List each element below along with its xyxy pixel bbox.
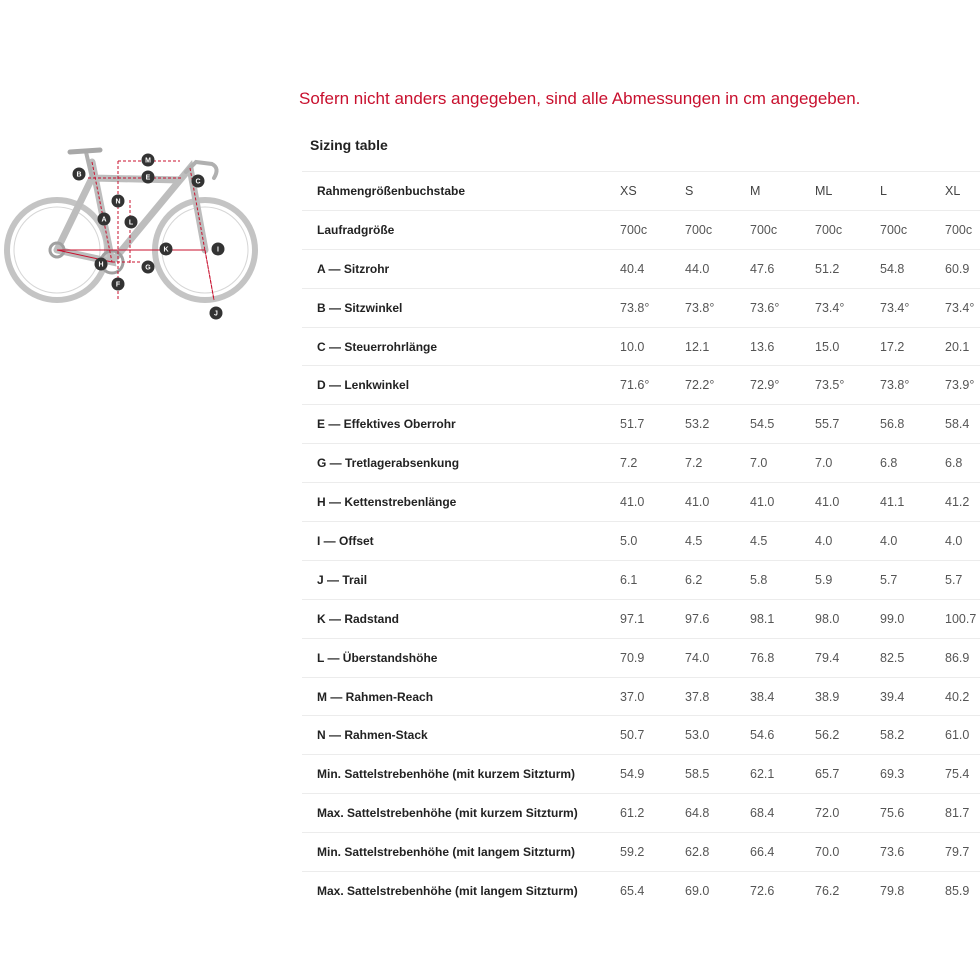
header-size: S bbox=[685, 172, 750, 211]
sizing-table bbox=[302, 171, 980, 910]
cell-value: 79.4 bbox=[815, 638, 880, 677]
cell-value: 40.2 bbox=[945, 677, 980, 716]
cell-value: 85.9 bbox=[945, 872, 980, 910]
cell-value: 7.2 bbox=[620, 444, 685, 483]
table-row bbox=[302, 444, 980, 483]
svg-text:J: J bbox=[214, 310, 218, 318]
marker-n-icon bbox=[112, 195, 125, 208]
cell-value: 7.2 bbox=[685, 444, 750, 483]
header-size: L bbox=[880, 172, 945, 211]
table-row bbox=[302, 638, 980, 677]
cell-value: 4.5 bbox=[750, 522, 815, 561]
cell-value: 66.4 bbox=[750, 833, 815, 872]
cell-value: 5.9 bbox=[815, 560, 880, 599]
cell-value: 100.7 bbox=[945, 599, 980, 638]
row-label: M — Rahmen-Reach bbox=[302, 677, 620, 716]
svg-text:B: B bbox=[76, 171, 82, 179]
marker-m-icon bbox=[142, 154, 155, 167]
cell-value: 54.9 bbox=[620, 755, 685, 794]
cell-value: 73.4° bbox=[815, 288, 880, 327]
cell-value: 700c bbox=[620, 210, 685, 249]
cell-value: 17.2 bbox=[880, 327, 945, 366]
marker-f-icon bbox=[112, 278, 125, 291]
marker-c-icon bbox=[192, 175, 205, 188]
row-label: D — Lenkwinkel bbox=[302, 366, 620, 405]
cell-value: 73.9° bbox=[945, 366, 980, 405]
cell-value: 41.0 bbox=[620, 483, 685, 522]
units-note: Sofern nicht anders angegeben, sind alle Abmessungen in cm angegeben. bbox=[299, 89, 861, 108]
svg-text:E: E bbox=[145, 174, 151, 182]
row-label: Min. Sattelstrebenhöhe (mit kurzem Sitzturm) bbox=[302, 755, 620, 794]
cell-value: 700c bbox=[815, 210, 880, 249]
cell-value: 73.5° bbox=[815, 366, 880, 405]
cell-value: 6.8 bbox=[880, 444, 945, 483]
table-row bbox=[302, 677, 980, 716]
table-row bbox=[302, 327, 980, 366]
svg-text:G: G bbox=[145, 264, 151, 272]
table-row bbox=[302, 833, 980, 872]
marker-e-icon bbox=[142, 171, 155, 184]
cell-value: 79.8 bbox=[880, 872, 945, 910]
cell-value: 38.4 bbox=[750, 677, 815, 716]
cell-value: 40.4 bbox=[620, 249, 685, 288]
cell-value: 62.1 bbox=[750, 755, 815, 794]
table-row bbox=[302, 483, 980, 522]
cell-value: 41.0 bbox=[750, 483, 815, 522]
marker-b-icon bbox=[73, 168, 86, 181]
svg-text:A: A bbox=[101, 216, 107, 224]
svg-text:C: C bbox=[195, 178, 201, 186]
row-label: N — Rahmen-Stack bbox=[302, 716, 620, 755]
svg-text:F: F bbox=[115, 281, 121, 289]
cell-value: 41.0 bbox=[685, 483, 750, 522]
cell-value: 73.8° bbox=[620, 288, 685, 327]
cell-value: 5.0 bbox=[620, 522, 685, 561]
table-row bbox=[302, 288, 980, 327]
table-row bbox=[302, 716, 980, 755]
row-label: E — Effektives Oberrohr bbox=[302, 405, 620, 444]
table-row bbox=[302, 249, 980, 288]
header-size: XS bbox=[620, 172, 685, 211]
cell-value: 79.7 bbox=[945, 833, 980, 872]
cell-value: 76.8 bbox=[750, 638, 815, 677]
cell-value: 56.2 bbox=[815, 716, 880, 755]
cell-value: 69.0 bbox=[685, 872, 750, 910]
cell-value: 41.0 bbox=[815, 483, 880, 522]
cell-value: 5.8 bbox=[750, 560, 815, 599]
table-row bbox=[302, 366, 980, 405]
cell-value: 41.1 bbox=[880, 483, 945, 522]
cell-value: 73.6 bbox=[880, 833, 945, 872]
cell-value: 59.2 bbox=[620, 833, 685, 872]
cell-value: 81.7 bbox=[945, 794, 980, 833]
header-size: XL bbox=[945, 172, 980, 211]
cell-value: 65.7 bbox=[815, 755, 880, 794]
saddle bbox=[70, 150, 100, 152]
cell-value: 4.0 bbox=[815, 522, 880, 561]
row-label: L — Überstandshöhe bbox=[302, 638, 620, 677]
marker-g-icon bbox=[142, 261, 155, 274]
row-label: K — Radstand bbox=[302, 599, 620, 638]
row-label: G — Tretlagerabsenkung bbox=[302, 444, 620, 483]
cell-value: 65.4 bbox=[620, 872, 685, 910]
cell-value: 73.6° bbox=[750, 288, 815, 327]
table-row bbox=[302, 755, 980, 794]
row-label: B — Sitzwinkel bbox=[302, 288, 620, 327]
header-label: Rahmengrößenbuchstabe bbox=[302, 172, 620, 211]
table-row bbox=[302, 210, 980, 249]
row-label: H — Kettenstrebenlänge bbox=[302, 483, 620, 522]
cell-value: 53.0 bbox=[685, 716, 750, 755]
cell-value: 39.4 bbox=[880, 677, 945, 716]
cell-value: 73.4° bbox=[945, 288, 980, 327]
cell-value: 97.6 bbox=[685, 599, 750, 638]
svg-text:M: M bbox=[145, 157, 151, 165]
cell-value: 73.4° bbox=[880, 288, 945, 327]
cell-value: 51.2 bbox=[815, 249, 880, 288]
cell-value: 44.0 bbox=[685, 249, 750, 288]
row-label: Laufradgröße bbox=[302, 210, 620, 249]
cell-value: 62.8 bbox=[685, 833, 750, 872]
cell-value: 55.7 bbox=[815, 405, 880, 444]
marker-j-icon bbox=[210, 307, 223, 320]
cell-value: 70.0 bbox=[815, 833, 880, 872]
cell-value: 37.8 bbox=[685, 677, 750, 716]
cell-value: 70.9 bbox=[620, 638, 685, 677]
table-row bbox=[302, 872, 980, 910]
marker-h-icon bbox=[95, 258, 108, 271]
marker-l-icon bbox=[125, 216, 138, 229]
cell-value: 37.0 bbox=[620, 677, 685, 716]
cell-value: 12.1 bbox=[685, 327, 750, 366]
row-label: A — Sitzrohr bbox=[302, 249, 620, 288]
cell-value: 82.5 bbox=[880, 638, 945, 677]
cell-value: 72.2° bbox=[685, 366, 750, 405]
cell-value: 54.6 bbox=[750, 716, 815, 755]
cell-value: 700c bbox=[685, 210, 750, 249]
cell-value: 60.9 bbox=[945, 249, 980, 288]
cell-value: 72.9° bbox=[750, 366, 815, 405]
cell-value: 74.0 bbox=[685, 638, 750, 677]
cell-value: 4.0 bbox=[945, 522, 980, 561]
cell-value: 68.4 bbox=[750, 794, 815, 833]
row-label: Max. Sattelstrebenhöhe (mit langem Sitzturm) bbox=[302, 872, 620, 910]
table-header-row bbox=[302, 172, 980, 211]
table-row bbox=[302, 405, 980, 444]
cell-value: 700c bbox=[750, 210, 815, 249]
svg-text:N: N bbox=[115, 198, 121, 206]
cell-value: 61.2 bbox=[620, 794, 685, 833]
cell-value: 76.2 bbox=[815, 872, 880, 910]
svg-text:L: L bbox=[128, 219, 134, 227]
cell-value: 64.8 bbox=[685, 794, 750, 833]
marker-k-icon bbox=[160, 243, 173, 256]
cell-value: 47.6 bbox=[750, 249, 815, 288]
cell-value: 38.9 bbox=[815, 677, 880, 716]
bike-geometry-diagram bbox=[0, 140, 270, 325]
cell-value: 98.0 bbox=[815, 599, 880, 638]
cell-value: 5.7 bbox=[880, 560, 945, 599]
table-title: Sizing table bbox=[310, 137, 388, 153]
cell-value: 72.0 bbox=[815, 794, 880, 833]
table-row bbox=[302, 794, 980, 833]
cell-value: 53.2 bbox=[685, 405, 750, 444]
cell-value: 75.6 bbox=[880, 794, 945, 833]
cell-value: 41.2 bbox=[945, 483, 980, 522]
svg-text:H: H bbox=[98, 261, 104, 269]
cell-value: 7.0 bbox=[750, 444, 815, 483]
row-label: J — Trail bbox=[302, 560, 620, 599]
cell-value: 71.6° bbox=[620, 366, 685, 405]
cell-value: 50.7 bbox=[620, 716, 685, 755]
cell-value: 20.1 bbox=[945, 327, 980, 366]
cell-value: 86.9 bbox=[945, 638, 980, 677]
cell-value: 700c bbox=[945, 210, 980, 249]
row-label: C — Steuerrohrlänge bbox=[302, 327, 620, 366]
row-label: Min. Sattelstrebenhöhe (mit langem Sitzturm) bbox=[302, 833, 620, 872]
header-size: M bbox=[750, 172, 815, 211]
cell-value: 73.8° bbox=[685, 288, 750, 327]
table-row bbox=[302, 560, 980, 599]
cell-value: 58.2 bbox=[880, 716, 945, 755]
row-label: Max. Sattelstrebenhöhe (mit kurzem Sitzturm) bbox=[302, 794, 620, 833]
cell-value: 58.5 bbox=[685, 755, 750, 794]
cell-value: 700c bbox=[880, 210, 945, 249]
cell-value: 69.3 bbox=[880, 755, 945, 794]
cell-value: 6.8 bbox=[945, 444, 980, 483]
cell-value: 72.6 bbox=[750, 872, 815, 910]
cell-value: 4.0 bbox=[880, 522, 945, 561]
marker-i-icon bbox=[212, 243, 225, 256]
cell-value: 73.8° bbox=[880, 366, 945, 405]
cell-value: 61.0 bbox=[945, 716, 980, 755]
cell-value: 6.1 bbox=[620, 560, 685, 599]
cell-value: 51.7 bbox=[620, 405, 685, 444]
cell-value: 98.1 bbox=[750, 599, 815, 638]
table-row bbox=[302, 522, 980, 561]
cell-value: 75.4 bbox=[945, 755, 980, 794]
marker-a-icon bbox=[98, 213, 111, 226]
cell-value: 13.6 bbox=[750, 327, 815, 366]
cell-value: 7.0 bbox=[815, 444, 880, 483]
svg-text:K: K bbox=[163, 246, 169, 254]
cell-value: 54.8 bbox=[880, 249, 945, 288]
cell-value: 99.0 bbox=[880, 599, 945, 638]
svg-text:I: I bbox=[217, 246, 219, 254]
row-label: I — Offset bbox=[302, 522, 620, 561]
cell-value: 56.8 bbox=[880, 405, 945, 444]
cell-value: 54.5 bbox=[750, 405, 815, 444]
header-size: ML bbox=[815, 172, 880, 211]
cell-value: 4.5 bbox=[685, 522, 750, 561]
cell-value: 58.4 bbox=[945, 405, 980, 444]
cell-value: 97.1 bbox=[620, 599, 685, 638]
cell-value: 10.0 bbox=[620, 327, 685, 366]
table-row bbox=[302, 599, 980, 638]
table-body bbox=[302, 210, 980, 910]
cell-value: 6.2 bbox=[685, 560, 750, 599]
cell-value: 5.7 bbox=[945, 560, 980, 599]
cell-value: 15.0 bbox=[815, 327, 880, 366]
